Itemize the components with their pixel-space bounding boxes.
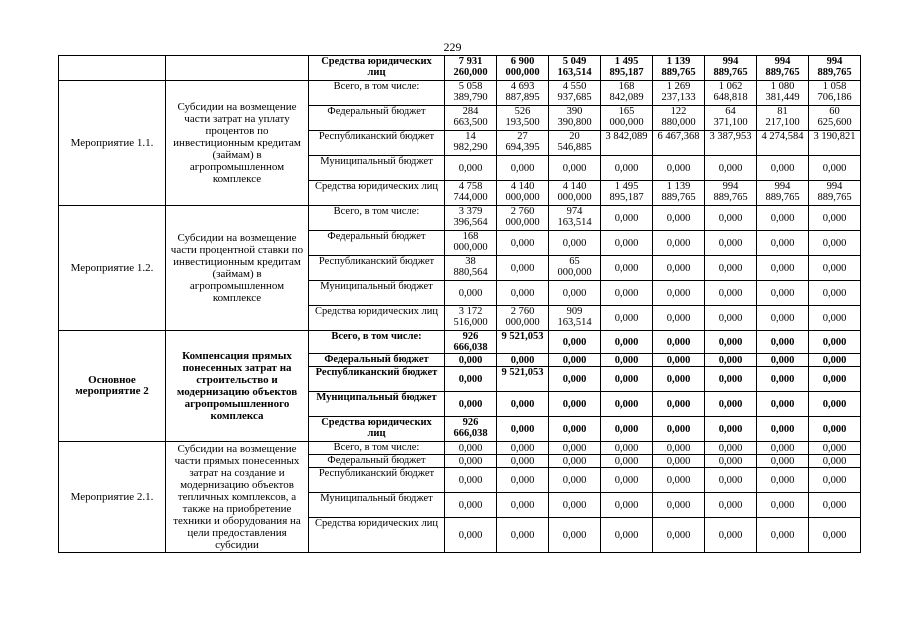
value-cell: 0,000 — [809, 354, 861, 367]
value-cell: 0,000 — [809, 156, 861, 181]
value-cell: 0,000 — [497, 468, 549, 493]
description-cell: Субсидии на возмещение части процентной ставки по инвестиционным кредитам (займам) в агропромышленном комплексе — [166, 206, 309, 331]
value-cell: 0,000 — [705, 518, 757, 553]
value-cell: 0,000 — [757, 455, 809, 468]
value-cell: 0,000 — [601, 331, 653, 354]
value-cell: 0,000 — [601, 281, 653, 306]
value-cell: 168 000,000 — [445, 231, 497, 256]
value-cell: 0,000 — [549, 468, 601, 493]
value-cell: 0,000 — [809, 206, 861, 231]
value-cell: 1 269 237,133 — [653, 81, 705, 106]
value-cell: 0,000 — [497, 281, 549, 306]
value-cell: 1 062 648,818 — [705, 81, 757, 106]
value-cell: 0,000 — [809, 392, 861, 417]
value-cell: 0,000 — [809, 455, 861, 468]
funding-source-cell: Федеральный бюджет — [309, 106, 445, 131]
event-cell: Основное мероприятие 2 — [59, 331, 166, 442]
value-cell: 0,000 — [705, 306, 757, 331]
value-cell: 0,000 — [497, 354, 549, 367]
value-cell: 0,000 — [809, 417, 861, 442]
value-cell: 0,000 — [653, 306, 705, 331]
value-cell: 926 666,038 — [445, 417, 497, 442]
value-cell: 0,000 — [705, 442, 757, 455]
value-cell: 6 900 000,000 — [497, 56, 549, 81]
value-cell: 0,000 — [653, 156, 705, 181]
value-cell: 3 842,089 — [601, 131, 653, 156]
value-cell: 0,000 — [601, 493, 653, 518]
funding-source-cell: Федеральный бюджет — [309, 231, 445, 256]
funding-source-cell: Всего, в том числе: — [309, 331, 445, 354]
value-cell: 0,000 — [809, 518, 861, 553]
value-cell: 0,000 — [445, 442, 497, 455]
value-cell: 0,000 — [757, 306, 809, 331]
value-cell: 0,000 — [757, 417, 809, 442]
value-cell: 0,000 — [497, 442, 549, 455]
value-cell: 0,000 — [757, 518, 809, 553]
value-cell: 0,000 — [809, 367, 861, 392]
value-cell: 0,000 — [653, 392, 705, 417]
table-row — [59, 206, 861, 231]
value-cell: 0,000 — [653, 354, 705, 367]
value-cell: 0,000 — [549, 281, 601, 306]
value-cell: 0,000 — [653, 455, 705, 468]
value-cell: 0,000 — [497, 156, 549, 181]
value-cell: 0,000 — [705, 331, 757, 354]
value-cell: 0,000 — [653, 206, 705, 231]
funding-source-cell: Средства юридических лиц — [309, 56, 445, 81]
value-cell: 0,000 — [601, 392, 653, 417]
value-cell: 20 546,885 — [549, 131, 601, 156]
value-cell: 994 889,765 — [809, 56, 861, 81]
value-cell: 1 080 381,449 — [757, 81, 809, 106]
value-cell: 1 139 889,765 — [653, 181, 705, 206]
value-cell: 60 625,600 — [809, 106, 861, 131]
value-cell: 0,000 — [705, 392, 757, 417]
value-cell: 168 842,089 — [601, 81, 653, 106]
event-cell: Мероприятие 1.1. — [59, 81, 166, 206]
value-cell: 0,000 — [601, 231, 653, 256]
value-cell: 81 217,100 — [757, 106, 809, 131]
budget-table — [58, 55, 861, 553]
value-cell: 0,000 — [601, 256, 653, 281]
value-cell: 994 889,765 — [809, 181, 861, 206]
value-cell: 0,000 — [601, 518, 653, 553]
value-cell: 0,000 — [757, 468, 809, 493]
funding-source-cell: Муниципальный бюджет — [309, 281, 445, 306]
table-row — [59, 331, 861, 354]
value-cell: 0,000 — [549, 518, 601, 553]
value-cell: 0,000 — [757, 367, 809, 392]
value-cell: 4 550 937,685 — [549, 81, 601, 106]
value-cell: 0,000 — [757, 493, 809, 518]
funding-source-cell: Средства юридических лиц — [309, 306, 445, 331]
value-cell: 0,000 — [653, 442, 705, 455]
value-cell: 0,000 — [549, 392, 601, 417]
funding-source-cell: Средства юридических лиц — [309, 518, 445, 553]
value-cell: 0,000 — [549, 493, 601, 518]
value-cell: 0,000 — [653, 367, 705, 392]
value-cell: 0,000 — [757, 156, 809, 181]
funding-source-cell: Федеральный бюджет — [309, 455, 445, 468]
value-cell: 3 379 396,564 — [445, 206, 497, 231]
value-cell: 0,000 — [705, 156, 757, 181]
value-cell: 0,000 — [601, 156, 653, 181]
funding-source-cell: Республиканский бюджет — [309, 256, 445, 281]
value-cell: 0,000 — [601, 206, 653, 231]
value-cell: 0,000 — [549, 354, 601, 367]
value-cell: 0,000 — [549, 231, 601, 256]
value-cell: 0,000 — [757, 392, 809, 417]
value-cell: 0,000 — [757, 354, 809, 367]
value-cell: 0,000 — [497, 518, 549, 553]
funding-source-cell: Муниципальный бюджет — [309, 392, 445, 417]
value-cell: 4 693 887,895 — [497, 81, 549, 106]
table-row — [59, 56, 861, 81]
value-cell: 0,000 — [705, 367, 757, 392]
funding-source-cell: Всего, в том числе: — [309, 206, 445, 231]
value-cell: 994 889,765 — [757, 56, 809, 81]
value-cell: 909 163,514 — [549, 306, 601, 331]
value-cell: 0,000 — [653, 331, 705, 354]
value-cell: 9 521,053 — [497, 367, 549, 392]
value-cell: 0,000 — [653, 518, 705, 553]
event-cell: Мероприятие 1.2. — [59, 206, 166, 331]
value-cell: 0,000 — [601, 367, 653, 392]
value-cell: 27 694,395 — [497, 131, 549, 156]
value-cell: 0,000 — [497, 231, 549, 256]
value-cell: 0,000 — [445, 455, 497, 468]
value-cell: 0,000 — [497, 493, 549, 518]
table-row — [59, 81, 861, 106]
value-cell: 1 495 895,187 — [601, 56, 653, 81]
value-cell: 0,000 — [549, 442, 601, 455]
value-cell: 2 760 000,000 — [497, 306, 549, 331]
funding-source-cell: Средства юридических лиц — [309, 181, 445, 206]
value-cell: 1 139 889,765 — [653, 56, 705, 81]
value-cell: 0,000 — [601, 306, 653, 331]
value-cell: 0,000 — [601, 417, 653, 442]
value-cell: 0,000 — [809, 306, 861, 331]
funding-source-cell: Республиканский бюджет — [309, 131, 445, 156]
description-cell: Компенсация прямых понесенных затрат на строительство и модернизацию объектов агропромышленного комплекса — [166, 331, 309, 442]
value-cell: 0,000 — [757, 331, 809, 354]
funding-source-cell: Всего, в том числе: — [309, 81, 445, 106]
value-cell: 926 666,038 — [445, 331, 497, 354]
page-number: 229 — [443, 40, 462, 54]
value-cell: 0,000 — [705, 256, 757, 281]
value-cell: 0,000 — [653, 493, 705, 518]
funding-source-cell: Средства юридических лиц — [309, 417, 445, 442]
value-cell: 0,000 — [549, 156, 601, 181]
value-cell: 165 000,000 — [601, 106, 653, 131]
value-cell: 4 140 000,000 — [549, 181, 601, 206]
value-cell: 0,000 — [653, 231, 705, 256]
value-cell: 0,000 — [705, 455, 757, 468]
value-cell: 526 193,500 — [497, 106, 549, 131]
value-cell: 0,000 — [757, 231, 809, 256]
value-cell: 390 390,800 — [549, 106, 601, 131]
value-cell: 0,000 — [601, 468, 653, 493]
description-cell — [166, 56, 309, 81]
value-cell: 0,000 — [757, 256, 809, 281]
value-cell: 0,000 — [445, 392, 497, 417]
value-cell: 0,000 — [445, 367, 497, 392]
value-cell: 994 889,765 — [705, 56, 757, 81]
value-cell: 3 190,821 — [809, 131, 861, 156]
funding-source-cell: Муниципальный бюджет — [309, 493, 445, 518]
value-cell: 0,000 — [809, 493, 861, 518]
value-cell: 0,000 — [445, 518, 497, 553]
funding-source-cell: Республиканский бюджет — [309, 468, 445, 493]
value-cell: 122 880,000 — [653, 106, 705, 131]
value-cell: 0,000 — [549, 367, 601, 392]
value-cell: 0,000 — [809, 331, 861, 354]
description-cell: Субсидии на возмещение части прямых понесенных затрат на создание и модернизацию объектов тепличных комплексов, а также на приобретение техники и оборудования на цели предоставления субсидии — [166, 442, 309, 553]
value-cell: 974 163,514 — [549, 206, 601, 231]
value-cell: 0,000 — [445, 281, 497, 306]
value-cell: 1 058 706,186 — [809, 81, 861, 106]
value-cell: 0,000 — [497, 455, 549, 468]
value-cell: 0,000 — [757, 206, 809, 231]
value-cell: 0,000 — [497, 392, 549, 417]
value-cell: 994 889,765 — [757, 181, 809, 206]
value-cell: 3 387,953 — [705, 131, 757, 156]
table-row — [59, 442, 861, 455]
value-cell: 0,000 — [809, 256, 861, 281]
value-cell: 7 931 260,000 — [445, 56, 497, 81]
value-cell: 0,000 — [705, 231, 757, 256]
value-cell: 6 467,368 — [653, 131, 705, 156]
value-cell: 4 140 000,000 — [497, 181, 549, 206]
value-cell: 64 371,100 — [705, 106, 757, 131]
value-cell: 0,000 — [809, 281, 861, 306]
value-cell: 0,000 — [653, 417, 705, 442]
value-cell: 994 889,765 — [705, 181, 757, 206]
value-cell: 0,000 — [601, 442, 653, 455]
funding-source-cell: Муниципальный бюджет — [309, 156, 445, 181]
value-cell: 14 982,290 — [445, 131, 497, 156]
value-cell: 38 880,564 — [445, 256, 497, 281]
value-cell: 0,000 — [445, 156, 497, 181]
value-cell: 5 049 163,514 — [549, 56, 601, 81]
value-cell: 0,000 — [705, 417, 757, 442]
value-cell: 0,000 — [497, 417, 549, 442]
value-cell: 0,000 — [601, 455, 653, 468]
value-cell: 0,000 — [549, 417, 601, 442]
value-cell: 0,000 — [705, 468, 757, 493]
value-cell: 0,000 — [757, 281, 809, 306]
value-cell: 5 058 389,790 — [445, 81, 497, 106]
value-cell: 284 663,500 — [445, 106, 497, 131]
value-cell: 3 172 516,000 — [445, 306, 497, 331]
value-cell: 0,000 — [705, 206, 757, 231]
value-cell: 0,000 — [705, 354, 757, 367]
value-cell: 0,000 — [549, 331, 601, 354]
value-cell: 2 760 000,000 — [497, 206, 549, 231]
value-cell: 4 758 744,000 — [445, 181, 497, 206]
value-cell: 1 495 895,187 — [601, 181, 653, 206]
value-cell: 65 000,000 — [549, 256, 601, 281]
event-cell — [59, 56, 166, 81]
value-cell: 0,000 — [809, 231, 861, 256]
value-cell: 0,000 — [705, 281, 757, 306]
value-cell: 0,000 — [809, 442, 861, 455]
funding-source-cell: Федеральный бюджет — [309, 354, 445, 367]
value-cell: 0,000 — [705, 493, 757, 518]
value-cell: 9 521,053 — [497, 331, 549, 354]
funding-source-cell: Республиканский бюджет — [309, 367, 445, 392]
value-cell: 0,000 — [445, 354, 497, 367]
value-cell: 0,000 — [445, 468, 497, 493]
value-cell: 0,000 — [757, 442, 809, 455]
description-cell: Субсидии на возмещение части затрат на уплату процентов по инвестиционным кредитам (займам) в агропромышленном комплексе — [166, 81, 309, 206]
value-cell: 0,000 — [653, 281, 705, 306]
value-cell: 0,000 — [653, 468, 705, 493]
funding-source-cell: Всего, в том числе: — [309, 442, 445, 455]
value-cell: 0,000 — [601, 354, 653, 367]
value-cell: 0,000 — [809, 468, 861, 493]
event-cell: Мероприятие 2.1. — [59, 442, 166, 553]
value-cell: 0,000 — [653, 256, 705, 281]
value-cell: 0,000 — [497, 256, 549, 281]
value-cell: 0,000 — [549, 455, 601, 468]
value-cell: 0,000 — [445, 493, 497, 518]
value-cell: 4 274,584 — [757, 131, 809, 156]
